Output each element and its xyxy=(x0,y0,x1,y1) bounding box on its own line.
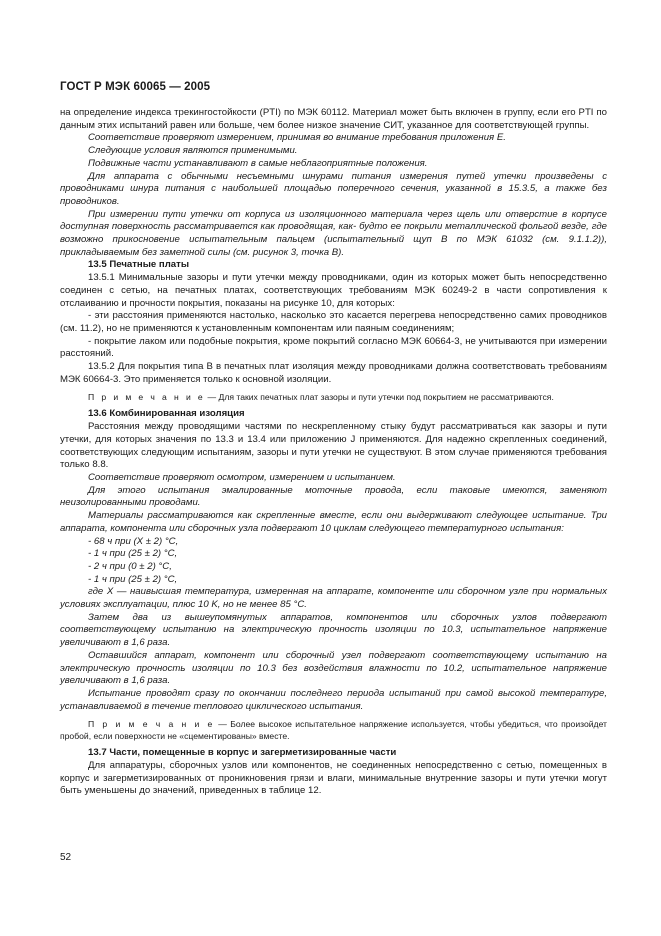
paragraph: При измерении пути утечки от корпуса из изоляционного материала через щель или отверстие в корпусе доступная поверхность рассматривается как проводящая, как- будто ее покрыли металлической фольгой везде, где возможно прикосновение испытательным пальцем (испытательный щуп B по МЭК 61032 (см. 9.1.1.2)), прикладываемым без заметной силы (см. рисунок 3, точка B). xyxy=(60,208,607,258)
note-label: П р и м е ч а н и е xyxy=(88,392,206,403)
note xyxy=(60,391,607,403)
paragraph: Подвижные части устанавливают в самые неблагоприятные положения. xyxy=(88,157,428,169)
paragraph: Оставшийся аппарат, компонент или сборочный узел подвергают соответствующему испытанию на электрическую прочность изоляции по 10.3 без воздействия влажности по 10.2, испытательное напряжение увеличивают в 1,6 раза. xyxy=(60,649,607,687)
page-body xyxy=(60,107,607,798)
page-number: 52 xyxy=(60,852,72,863)
note-label: П р и м е ч а н и е xyxy=(88,719,215,730)
list-item: - 2 ч при (0 ± 2) °C, xyxy=(88,560,172,572)
page-header: ГОСТ Р МЭК 60065 — 2005 xyxy=(60,81,211,93)
note-text: — Для таких печатных плат зазоры и пути утечки под покрытием не рассматриваются. xyxy=(205,392,554,403)
paragraph: Для этого испытания эмалированные моточные провода, если таковые имеются, заменяют неизолированными проводами. xyxy=(60,484,607,509)
paragraph: Расстояния между проводящими частями по нескрепленному стыку будут рассматриваться как зазоры и пути утечки, для которых значения по 13.3 и 13.4 или приложению J применяются. Для надежно скрепленных соединений, соответствующих следующим испытаниям, зазоры и пути утечки не существуют. В этом случае применяются требования только 8.8. xyxy=(60,421,607,471)
list-item: - 1 ч при (25 ± 2) °C, xyxy=(88,573,178,585)
paragraph: Для аппаратуры, сборочных узлов или компонентов, не соединенных непосредственно с сетью, помещенных в корпус и загерметизированных от проникновения грязи и влаги, минимальные внутренние зазоры и пути утечки могут быть уменьшены до значений, приведенных в таблице 12. xyxy=(60,760,607,797)
list-item: - 68 ч при (X ± 2) °C, xyxy=(88,535,179,547)
section-heading: 13.7 Части, помещенные в корпус и загерметизированные части xyxy=(88,747,397,759)
list-item: - эти расстояния применяются настолько, насколько это касается перегрева непосредственно самих проводников (см. 11.2), но не применяются к установленным компонентам или паяным соединениям; xyxy=(60,310,607,334)
paragraph: Материалы рассматриваются как скрепленные вместе, если они выдерживают следующее испытание. Три аппарата, компонента или сборочных узла подвергают 10 циклам следующего температурного испытания: xyxy=(60,510,607,534)
paragraph: Соответствие проверяют осмотром, измерением и испытанием. xyxy=(88,471,396,483)
paragraph: Соответствие проверяют измерением, принимая во внимание требования приложения E. xyxy=(88,132,506,144)
paragraph: Испытание проводят сразу по окончании последнего периода испытаний при самой высокой температуре, устанавливаемой в течение теплового циклического испытания. xyxy=(60,687,607,712)
paragraph: где X — наивысшая температура, измеренная на аппарате, компоненте или сборочном узле при нормальных условиях эксплуатации, плюс 10 K, но не менее 85 °C. xyxy=(60,586,607,611)
section-heading: 13.5 Печатные платы xyxy=(88,259,190,271)
list-item: - покрытие лаком или подобные покрытия, кроме покрытий согласно МЭК 60664-3, не учитываются при измерении расстояний. xyxy=(60,335,607,360)
paragraph: Затем два из вышеупомянутых аппаратов, компонентов или сборочных узлов подвергают соответствующему испытанию на электрическую прочность изоляции по 10.3, испытательное напряжение увеличивают в 1,6 раза. xyxy=(60,611,607,649)
paragraph: 13.5.1 Минимальные зазоры и пути утечки между проводниками, один из которых может быть непосредственно соединен с сетью, на печатных платах, соответствующих требованиям МЭК 60249-2 в части сопротивления к отслаиванию и прочности покрытия, показаны на рисунке 10, для которых: xyxy=(60,272,607,309)
section-heading: 13.6 Комбинированная изоляция xyxy=(88,408,245,420)
paragraph: Следующие условия являются применимыми. xyxy=(88,145,298,157)
note xyxy=(60,718,607,742)
paragraph: на определение индекса трекингостойкости (PTI) по МЭК 60112. Материал может быть включен в группу, если его PTI по данным этих испытаний равен или больше, чем более низкое значение СИТ, указанное для соответствующей группы. xyxy=(60,107,607,131)
note-text: — Более высокое испытательное напряжение используется, чтобы убедиться, что произойдет пробой, если поверхности не «сцементированы» вместе. xyxy=(60,719,607,742)
paragraph: Для аппарата с обычными несъемными шнурами питания измерения путей утечки произведены с проводниками шнура питания с наибольшей площадью поперечного сечения, указанной в 15.3.5, а также без проводников. xyxy=(60,170,607,207)
list-item: - 1 ч при (25 ± 2) °C, xyxy=(88,548,178,560)
paragraph: 13.5.2 Для покрытия типа B в печатных плат изоляция между проводниками должна соответствовать требованиям МЭК 60664-3. Это применяется только к основной изоляции. xyxy=(60,361,607,385)
